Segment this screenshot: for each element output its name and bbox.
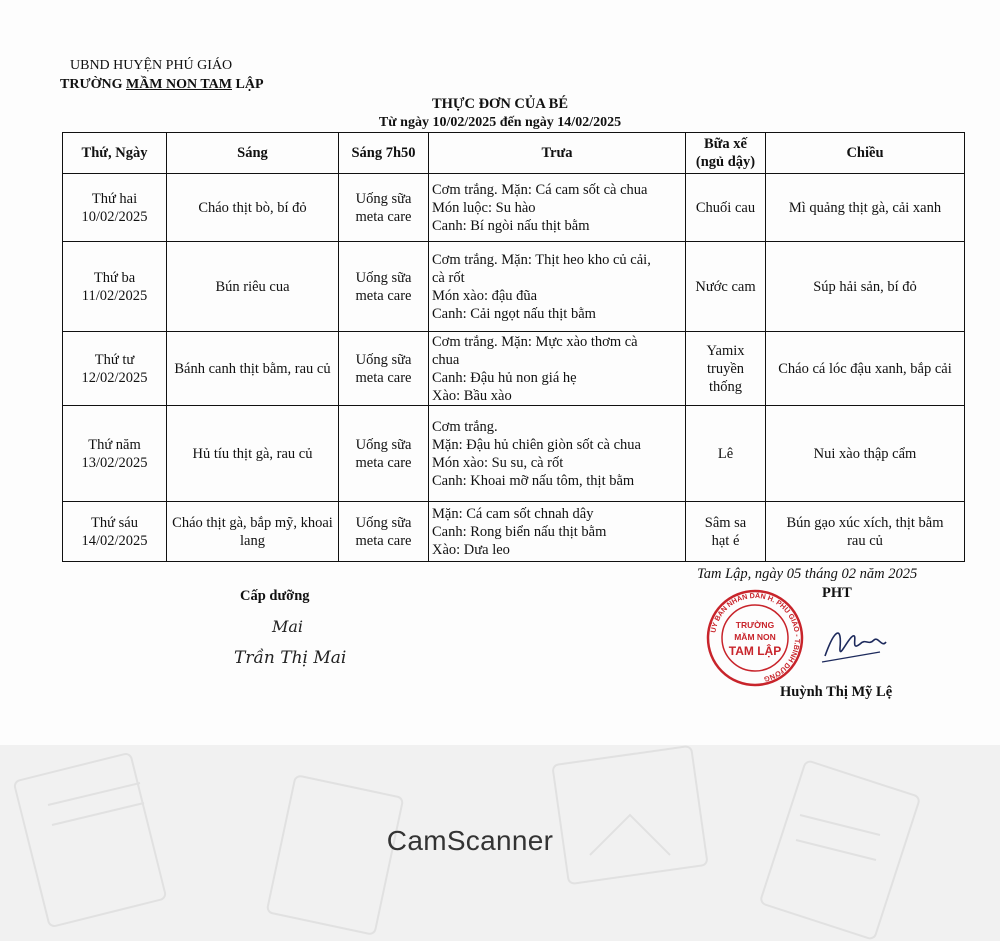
scanner-footer [0,745,1000,941]
lunch-line: cà rốt [432,269,465,286]
cell-day [63,332,167,406]
cell-morning [167,242,339,332]
cell-morning-750 [339,502,429,562]
day-name: Thứ sáu [91,514,138,531]
svg-text:UỶ BAN NHÂN DÂN H. PHÚ GIÁO -: UỶ BAN NHÂN DÂN H. PHÚ GIÁO - T.BÌNH DƯƠNG [708,590,803,684]
col-header-afternoon: Chiều [766,133,965,174]
right-signer-name: Huỳnh Thị Mỹ Lệ [780,684,893,700]
table-row [63,242,965,332]
cell-morning [167,174,339,242]
date-range: Từ ngày 10/02/2025 đến ngày 14/02/2025 [378,115,622,130]
table-row [63,502,965,562]
org-line-1: UBND HUYỆN PHÚ GIÁO [70,58,233,73]
cell-morning-750 [339,242,429,332]
lunch-line: Cơm trắng. [432,418,498,435]
cell-day [63,242,167,332]
place-date: Tam Lập, ngày 05 tháng 02 năm 2025 [697,566,918,582]
org-line-2-underlined: MẦM NON TAM [125,77,233,92]
cell-afternoon [766,502,965,562]
lunch-line: Xào: Dưa leo [432,541,510,558]
day-date: 12/02/2025 [81,369,148,386]
lunch-line: Món xào: Su su, cà rốt [432,454,564,471]
morning-dish: Hủ tíu thịt gà, rau củ [192,445,313,462]
afternoon-line: rau củ [847,532,883,549]
lunch-line: Món xào: đậu đũa [432,287,538,304]
day-date: 13/02/2025 [81,454,148,471]
lunch-line: Canh: Khoai mỡ nấu tôm, thịt bằm [432,472,635,489]
org-line-2 [60,77,264,93]
afternoon-line: Cháo cá lóc đậu xanh, bắp cải [778,360,952,377]
cell-lunch [429,242,686,332]
cell-snack [686,332,766,406]
left-handwritten-name: Trần Thị Mai [234,648,347,668]
col-header-day: Thứ, Ngày [63,133,167,174]
afternoon-line: Bún gạo xúc xích, thịt bằm [786,514,944,531]
left-signer-role: Cấp dưỡng [240,588,310,604]
menu-table [62,132,965,562]
cell-afternoon [766,406,965,502]
cell-lunch [429,174,686,242]
lunch-line: Cơm trắng. Mặn: Thịt heo kho củ cải, [432,251,651,268]
day-name: Thứ hai [91,190,138,207]
snack-line: Yamix [706,342,745,359]
cell-snack [686,242,766,332]
afternoon-line: Mì quảng thịt gà, cải xanh [788,199,942,216]
lunch-line: Cơm trắng. Mặn: Mực xào thơm cà [432,333,638,350]
cell-lunch [429,332,686,406]
morning-dish: Bún riêu cua [215,278,290,295]
cell-day [63,406,167,502]
cell-morning [167,332,339,406]
snack-line: thống [708,378,743,395]
cell-day [63,502,167,562]
cell-afternoon [766,242,965,332]
morning-750-line: meta care [355,287,412,304]
cell-lunch [429,406,686,502]
table-row [63,406,965,502]
lunch-line: chua [432,351,460,368]
snack-line: truyền [706,360,745,377]
lunch-line: Món luộc: Su hào [432,199,536,216]
morning-dish: Cháo thịt gà, bắp mỹ, khoai lang [172,514,333,549]
snack-line: Sâm sa [704,514,747,531]
morning-750-line: meta care [355,369,412,386]
right-signer-role: PHT [822,585,852,601]
org-line-2-suffix: LẬP [232,77,264,92]
cell-afternoon [766,332,965,406]
table-header-row [63,133,965,174]
col-header-morning: Sáng [167,133,339,174]
morning-750-line: meta care [355,532,412,549]
svg-text:MẦM NON: MẦM NON [734,632,776,642]
snack-line: Chuối cau [695,199,756,216]
morning-750-line: Uống sữa [355,190,412,207]
morning-750-line: meta care [355,454,412,471]
cell-morning [167,406,339,502]
morning-750-line: Uống sữa [355,351,412,368]
day-date: 10/02/2025 [81,208,148,225]
cell-lunch [429,502,686,562]
table-row [63,332,965,406]
right-handwritten-signature [820,618,890,668]
cell-morning [167,502,339,562]
lunch-line: Canh: Bí ngòi nấu thịt bằm [432,217,590,234]
lunch-line: Mặn: Đậu hủ chiên giòn sốt cà chua [432,436,641,453]
left-handwritten-signature: Mai [272,617,304,636]
table-row [63,174,965,242]
school-seal-stamp [705,588,805,688]
morning-750-line: Uống sữa [355,514,412,531]
cell-snack [686,174,766,242]
snack-line: hạt é [711,532,740,549]
lunch-line: Canh: Cải ngọt nấu thịt bằm [432,305,596,322]
afternoon-line: Súp hải sản, bí đỏ [813,278,917,295]
day-name: Thứ ba [93,269,136,286]
snack-line: Nước cam [695,278,756,295]
morning-750-line: Uống sữa [355,436,412,453]
col-header-morning-750: Sáng 7h50 [339,133,429,174]
cell-day [63,174,167,242]
day-name: Thứ năm [88,436,141,453]
col-header-lunch: Trưa [429,133,686,174]
cell-morning-750 [339,174,429,242]
lunch-line: Xào: Bầu xào [432,387,512,404]
cell-morning-750 [339,406,429,502]
cell-afternoon [766,174,965,242]
morning-dish: Cháo thịt bò, bí đỏ [198,199,307,216]
cell-morning-750 [339,332,429,406]
svg-text:TAM LẬP: TAM LẬP [728,644,782,658]
lunch-line: Mặn: Cá cam sốt chnah dây [432,505,594,522]
svg-text:TRƯỜNG: TRƯỜNG [735,620,775,630]
menu-title: THỰC ĐƠN CỦA BÉ [431,96,568,112]
org-line-2-prefix: TRƯỜNG [60,77,126,92]
lunch-line: Cơm trắng. Mặn: Cá cam sốt cà chua [432,181,648,198]
afternoon-line: Nui xào thập cẩm [813,445,917,462]
col-header-snack: Bữa xế (ngủ dậy) [686,133,766,174]
day-date: 14/02/2025 [81,532,148,549]
snack-line: Lê [717,445,734,462]
day-name: Thứ tư [94,351,135,368]
cell-snack [686,406,766,502]
morning-dish: Bánh canh thịt bằm, rau củ [174,360,331,377]
camscanner-brand: CamScanner [386,825,554,856]
morning-750-line: meta care [355,208,412,225]
lunch-line: Canh: Đậu hủ non giá hẹ [432,369,577,386]
morning-750-line: Uống sữa [355,269,412,286]
cell-snack [686,502,766,562]
day-date: 11/02/2025 [81,287,148,304]
lunch-line: Canh: Rong biển nấu thịt bằm [432,523,607,540]
